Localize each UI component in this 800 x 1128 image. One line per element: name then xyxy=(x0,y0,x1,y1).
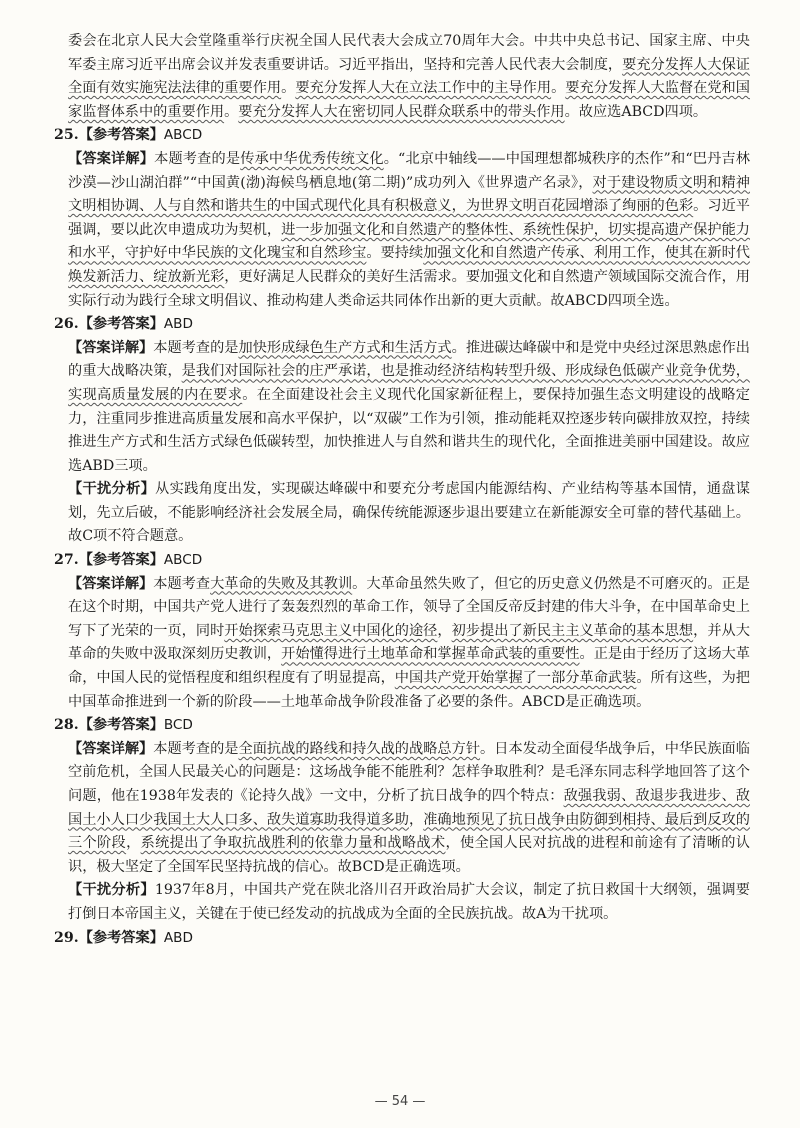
intro-text: 。 xyxy=(224,103,239,120)
detail-text: ，更好满足人民群众的美好生活需求。要加强文化和自然遗产领域国际交流合作，用实际行动为践行全球文明倡议、推动构建人类命运共同体作出新的更大贡献。故ABCD四项全选。 xyxy=(68,268,750,309)
detail-text: ， xyxy=(409,811,424,828)
detail-text: 。日本发动全面侵华战争后，中华民族面临空前危机，全国人民最关心的问题是：这场战争能不能胜利？怎样争取胜利？是毛泽东同志科学地回答了这个问题，他在1938年发表的《论持久战》一文中，分析了抗日战争的四个特点： xyxy=(68,740,750,804)
interference-tag: 【干扰分析】 xyxy=(68,481,156,498)
detail-tag: 【答案详解】 xyxy=(68,339,154,356)
q28-detail xyxy=(54,738,750,880)
reference-answer-tag: 【参考答案】 xyxy=(78,929,164,946)
question-number: 28. xyxy=(54,717,79,734)
q27-detail xyxy=(54,573,750,715)
intro-text: 。 xyxy=(281,80,296,97)
detail-text: 本题考查的是 xyxy=(153,339,239,356)
q28-answer-line xyxy=(54,714,750,738)
answer-value: ABCD xyxy=(163,552,203,569)
question-number: 26. xyxy=(54,316,79,333)
q26-answer-line xyxy=(54,313,750,337)
intro-paragraph xyxy=(54,30,750,124)
underlined-text: 全面抗战的路线和持久战的战略总方针 xyxy=(238,740,481,757)
interference-text: 从实践角度出发，实现碳达峰碳中和要充分考虑国内能源结构、产业结构等基本国情，通盘谋划，先立后破，不能影响经济社会发展全局，确保传统能源逐步退出要建立在新能源安全可靠的替代基础上。故C项不符合题意。 xyxy=(68,481,750,545)
detail-text: ，使全国人民对抗战的进程和前途有了清晰的认识，极大坚定了全国军民坚持抗战的信心。故BCD是正确选项。 xyxy=(68,835,750,875)
question-number: 29. xyxy=(54,929,79,946)
answer-value: ABD xyxy=(163,316,193,333)
detail-text: ，并从大革命的失败中汲取深刻历史教训， xyxy=(68,622,750,663)
intro-text: 委会在北京人民大会堂隆重举行庆祝全国人民代表大会成立70周年大会。中共中央总书记、国家主席、中央军委主席习近平出席会议并发表重要讲话。习近平指出，坚持和完善人民代表大会制度， xyxy=(68,33,750,73)
q26-detail xyxy=(54,337,750,479)
intro-text: 。故应选ABCD四项。 xyxy=(564,103,708,120)
detail-text: 本题考查 xyxy=(153,575,211,592)
q28-interference xyxy=(54,879,750,926)
detail-text: 本题考查的是 xyxy=(153,740,239,757)
intro-underlined-1: 要充分发挥人大保证全面有效实施宪法法律的重要作用 xyxy=(68,56,750,97)
detail-text: 。所有这些，为把中国革命推进到一个新的阶段——土地革命战争阶段准备了必要的条件。ABCD是正确选项。 xyxy=(68,670,750,710)
underlined-text: 传承中华优秀传统文化 xyxy=(240,150,384,167)
q25-answer-line xyxy=(54,124,750,148)
reference-answer-tag: 【参考答案】 xyxy=(78,316,164,333)
underlined-text: 敌强我弱、敌退步我进步、敌国土小人口少我国土大人口多、敌失道寡助我得道多助 xyxy=(68,788,750,828)
detail-text: 。在全面建设社会主义现代化国家新征程上，要保持加强生态文明建设的战略定力，注重同步推进高质量发展和高水平保护，以“双碳”工作为引领，推动能耗双控逐步转向碳排放双控，持续推进生产方式和生活方式绿色低碳转型，加快推进人与自然和谐共生的现代化，全面推进美丽中国建设。故应选ABD三项。 xyxy=(68,386,750,474)
reference-answer-tag: 【参考答案】 xyxy=(78,717,164,734)
underlined-text: 准确地预见了抗日战争由防御到相持、最后到反攻的三个阶段 xyxy=(68,811,750,852)
underlined-text: 初步提出了新民主主义革命的基本思想 xyxy=(451,622,694,639)
detail-tag: 【答案详解】 xyxy=(68,740,154,757)
detail-text: 。正是由于经历了这场大革命，中国人民的觉悟程度和组织程度有了明显提高， xyxy=(68,646,750,687)
q29-answer-line xyxy=(54,927,750,951)
intro-text: 。 xyxy=(551,80,566,97)
underlined-text: 系统提出了争取抗战胜利的依靠力量和战略战术 xyxy=(140,835,446,852)
q25-detail xyxy=(54,148,750,313)
answer-value: ABD xyxy=(163,929,193,946)
interference-text: 1937年8月，中国共产党在陕北洛川召开政治局扩大会议，制定了抗日救国十大纲领，强调要打倒日本帝国主义，关键在于使已经发动的抗战成为全面的全民族抗战。故A为干扰项。 xyxy=(68,882,750,922)
intro-underlined-2: 要充分发挥人大在立法工作中的主导作用 xyxy=(295,80,552,97)
underlined-text: 开始探索马克思主义中国化的途径 xyxy=(224,622,438,639)
detail-text: 本题考查的是 xyxy=(154,150,241,167)
q27-answer-line xyxy=(54,549,750,573)
question-number: 27. xyxy=(54,552,79,569)
answer-value: ABCD xyxy=(163,127,203,144)
underlined-text: 大革命的失败及其教训 xyxy=(210,575,353,592)
interference-tag: 【干扰分析】 xyxy=(68,882,155,899)
detail-text: ， xyxy=(126,835,141,852)
detail-tag: 【答案详解】 xyxy=(68,575,154,592)
underlined-text: 加强文化和自然遗产传承、利用工作，使其在新时代焕发新活力、绽放新光彩 xyxy=(68,245,750,285)
q26-interference xyxy=(54,478,750,549)
underlined-text: 进一步加强文化和自然遗产的整体性、系统性保护，切实提高遗产保护能力和水平，守护好中华民族的文化瑰宝和自然珍宝 xyxy=(68,221,750,262)
question-number: 25. xyxy=(54,127,79,144)
detail-text: ， xyxy=(437,622,452,639)
underlined-text: 开始懂得进行土地革命和掌握革命武装的重要性 xyxy=(281,646,580,663)
reference-answer-tag: 【参考答案】 xyxy=(78,127,164,144)
answer-value: BCD xyxy=(163,717,193,734)
detail-text: 。习近平强调，要以此次申遗成功为契机， xyxy=(68,198,750,238)
detail-tag: 【答案详解】 xyxy=(68,150,155,167)
page-number: — 54 — xyxy=(374,1094,426,1109)
underlined-text: 中国共产党开始掌握了一部分革命武装 xyxy=(394,670,637,687)
reference-answer-tag: 【参考答案】 xyxy=(78,552,164,569)
underlined-text: 加快形成绿色生产方式和生活方式 xyxy=(238,339,452,356)
detail-text: 。大革命虽然失败了，但它的历史意义仍然是不可磨灭的。正是在这个时期，中国共产党人进行了轰轰烈烈的革命工作，领导了全国反帝反封建的伟大斗争，在中国革命史上写下了光荣的一页，同时 xyxy=(68,575,750,639)
underlined-text: 是我们对国际社会的庄严承诺，也是推动经济结构转型升级、形成绿色低碳产业竞争优势，实现高质量发展的内在要求 xyxy=(68,363,750,403)
detail-text: 。“北京中轴线——中国理想都城秩序的杰作”和“巴丹吉林沙漠—沙山湖泊群”“中国黄(渤)海候鸟栖息地(第二期)”成功列入《世界遗产名录》， xyxy=(68,150,750,191)
intro-underlined-3: 要充分发挥人大监督在党和国家监督体系中的重要作用 xyxy=(68,80,750,120)
underlined-text: 对于建设物质文明和精神文明相协调、人与自然和谐共生的中国式现代化具有积极意义，为世界文明百花园增添了绚丽的色彩 xyxy=(68,174,750,215)
detail-text: 。要持续 xyxy=(366,245,424,262)
detail-text: 。推进碳达峰碳中和是党中央经过深思熟虑作出的重大战略决策， xyxy=(68,339,750,380)
intro-underlined-4: 要充分发挥人大在密切同人民群众联系中的带头作用 xyxy=(238,103,565,120)
